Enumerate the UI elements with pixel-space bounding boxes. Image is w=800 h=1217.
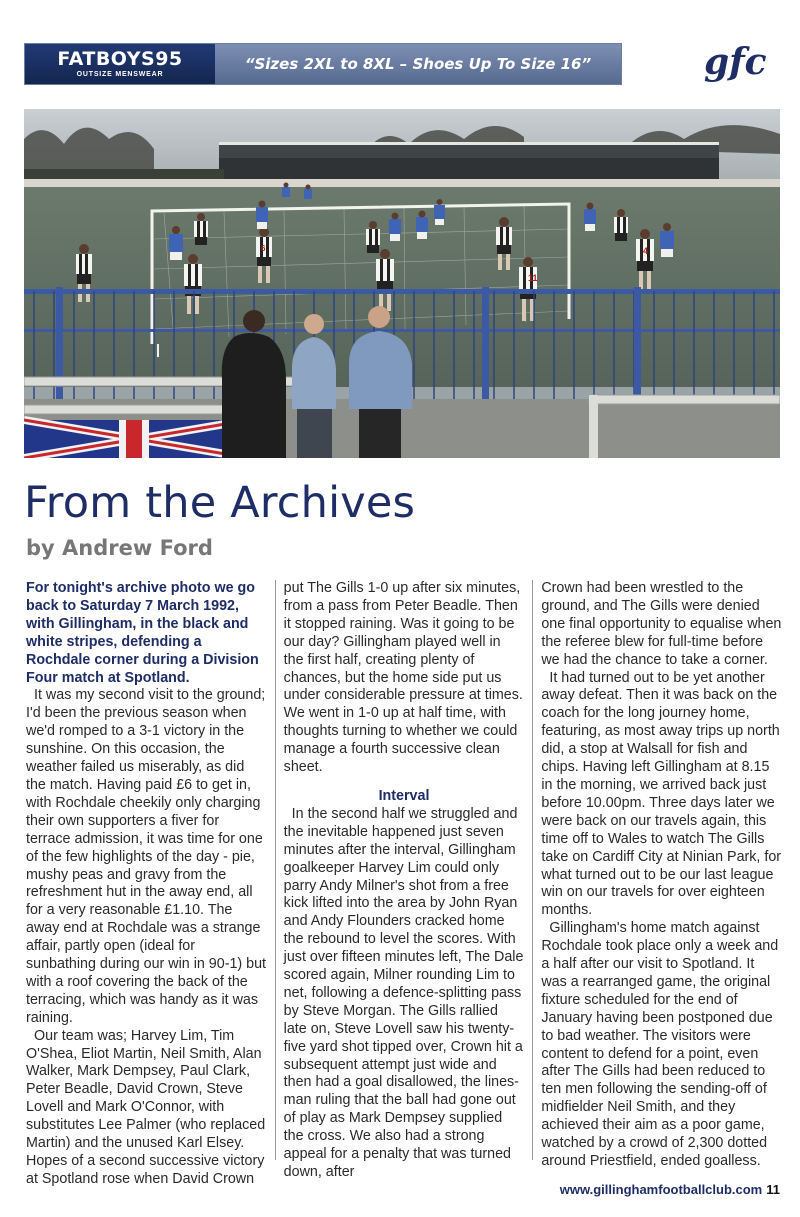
article-paragraph: In the second half we struggled and the inevitable happened just seven minutes after the interval, Gillingham goalkeeper Harvey Lim could only parry Andy Milner's shot from a free kick lifted into the area by John Ryan and Andy Flounders cracked home the rebound to level the scores. With just over fifteen minutes left, The Dale scored again, Milner rounding Lim to net, following a defence-splitting pass by Steve Morgan. The Gills rallied late on, Steve Lovell saw his twenty-five yard shot tipped over, Crown hit a subsequent attempt just wide and then had a goal disallowed, the lines-man ruling that the ball had gone out of play as Mark Dempsey supplied the cross. We also had a strong appeal for a penalty that was turned down, after [283, 805, 524, 1180]
advert-tagline: OUTSIZE MENSWEAR [76, 71, 164, 78]
article-subheading: Interval [378, 787, 430, 804]
club-website-link[interactable]: www.gillinghamfootballclub.com [559, 1182, 763, 1197]
advert-brand: FATBOYS95 [57, 48, 183, 70]
photo-scene [24, 109, 780, 458]
article-column-1 [26, 580, 276, 1187]
article-column-2 [276, 580, 534, 1180]
advert-logo [25, 44, 215, 84]
union-flag [24, 420, 249, 458]
archive-match-photo [24, 109, 780, 458]
shirt-number-4: 4 [643, 246, 649, 256]
page-footer [560, 1182, 780, 1197]
club-logo-text: gfc [704, 41, 767, 83]
article-intro: For tonight's archive photo we go back to Saturday 7 March 1992, with Gillingham, in the black and white stripes, defending a Rochdale corner during a Division Four match at Spotland. [26, 580, 259, 686]
club-monogram-icon [700, 34, 780, 90]
article-paragraph: Our team was; Harvey Lim, Tim O'Shea, Eliot Martin, Neil Smith, Alan Walker, Mark Dempsey, Paul Clark, Peter Beadle, David Crown, Steve Lovell and Mark O'Connor, with substitutes Lee Palmer (who replaced Martin) and the unused Karl Elsey. Hopes of a second successive victory at Spotland rose when David Crown [26, 1027, 266, 1187]
article-paragraph: put The Gills 1-0 up after six minutes, from a pass from Peter Beadle. Then it stopped raining. Was it going to be our day? Gillingham played well in the first half, creating plenty of chances, but the home side put us under considerable pressure at times. We went in 1-0 up at half time, with thoughts turning to whether we could manage a fourth successive clean sheet. [283, 580, 523, 776]
article-body [26, 580, 782, 1187]
shirt-number-11: 11 [528, 273, 538, 283]
article-column-3 [533, 580, 782, 1169]
article-paragraph: Gillingham's home match against Rochdale took place only a week and a half after our visit to Spotland. It was a rearranged game, the original fixture scheduled for the end of January having been postponed due to bad weather. The visitors were content to defend for a point, even after The Gills had been reduced to ten men following the sending-off of midfielder Neil Smith, and they achieved their aim as a poor game, watched by a crowd of 2,300 dotted around Priestfield, ended goalless. [541, 920, 779, 1169]
shirt-number-6: 6 [261, 244, 266, 253]
article-paragraph: It was my second visit to the ground; I'd been the previous season when we'd romped to a 3-1 victory in the sunshine. On this occasion, the weather failed us miserably, as did the match. Having paid £6 to get in, with Rochdale cheekily only charging their own supporters a fiver for terrace admission, it was time for one of the few highlights of the day - pie, mushy peas and gravy from the refreshment hut in the away end, all for a very reasonable £1.10. The away end at Rochdale was a strange affair, partly open (ideal for sunbathing during our win in 90-1) but with a roof covering the back of the terracing, which was handy as it was raining. [26, 687, 267, 1026]
page-number: 11 [766, 1182, 780, 1197]
article-paragraph: It had turned out to be yet another away defeat. Then it was back on the coach for the long journey home, featuring, as most away trips up north did, a stop at Walsall for fish and chips. Having left Gillingham at 8.15 in the morning, we arrived back just before 10.00pm. Three days later we were back on our travels again, this time off to Wales to watch The Gills take on Cardiff City at Ninian Park, for what turned out to be our last league win on our travels for over eighteen months. [541, 669, 782, 919]
advert-slogan: “Sizes 2XL to 8XL – Shoes Up To Size 16” [244, 55, 592, 73]
article-byline: by Andrew Ford [26, 536, 213, 560]
article-paragraph: Crown had been wrestled to the ground, and The Gills were denied one final opportunity to equalise when the referee blew for full-time before we had the chance to take a corner. [541, 580, 782, 668]
article-title: From the Archives [24, 478, 416, 528]
advert-banner[interactable] [24, 43, 622, 85]
